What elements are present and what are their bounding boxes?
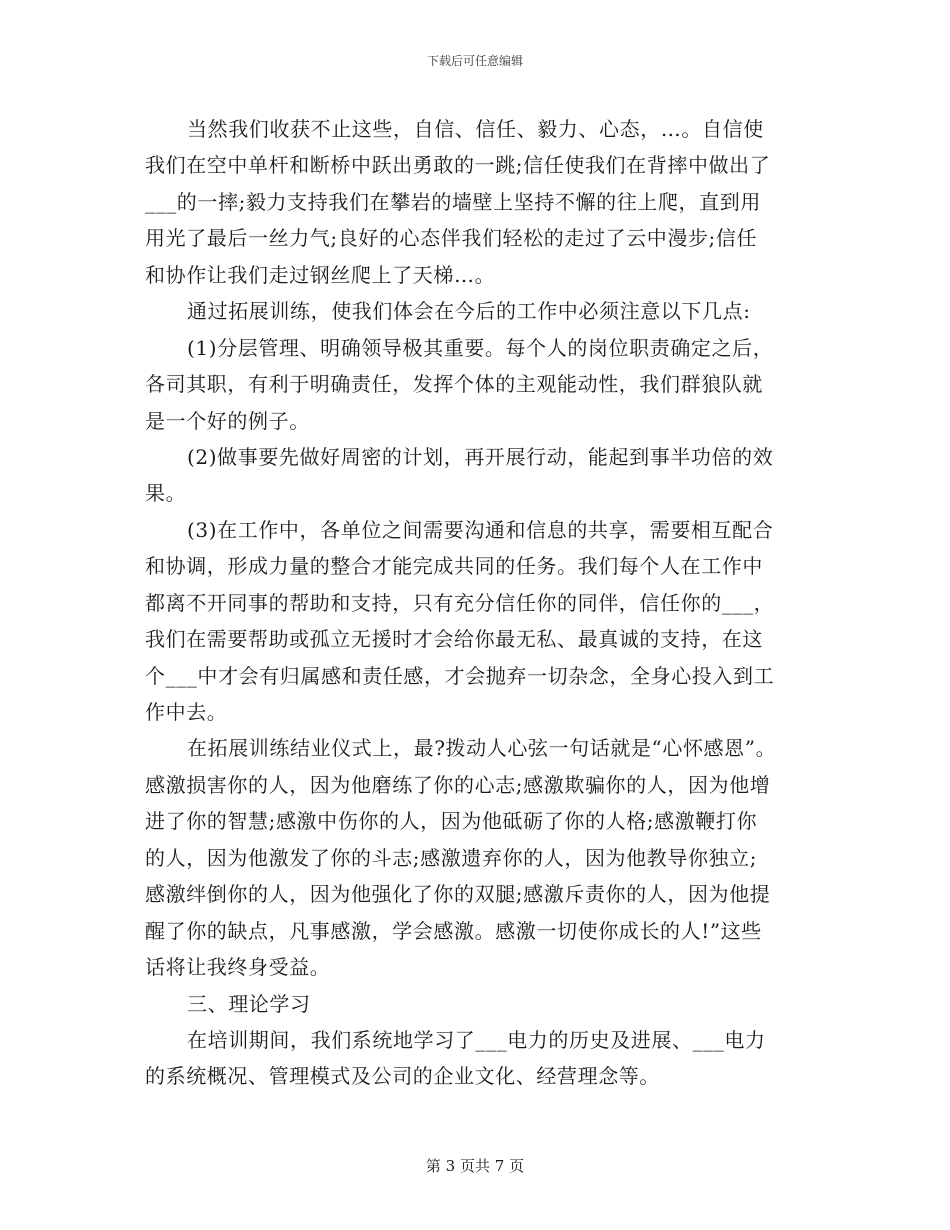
paragraph-line: (3)在工作中，各单位之间需要沟通和信息的共享，需要相互配合 (187, 517, 774, 542)
paragraph-line: 的系统概况、管理模式及公司的企业文化、经营理念等。 (145, 1064, 660, 1089)
paragraph-line: 我们在空中单杆和断桥中跃出勇敢的一跳;信任使我们在背摔中做出了 (145, 153, 771, 178)
paragraph-line: 用光了最后一丝力气;良好的心态伴我们轻松的走过了云中漫步;信任 (145, 226, 758, 251)
section-heading: 三、理论学习 (187, 991, 311, 1016)
paragraph-line: (1)分层管理、明确领导极其重要。每个人的岗位职责确定之后， (187, 335, 774, 360)
paragraph-line: 通过拓展训练，使我们体会在今后的工作中必须注意以下几点: (187, 299, 751, 324)
paragraph-line: 当然我们收获不止这些，自信、信任、毅力、心态，…。自信使 (187, 117, 764, 141)
paragraph-line: 和协作让我们走过钢丝爬上了天梯…。 (145, 262, 496, 287)
paragraph-line: 感激绊倒你的人，因为他强化了你的双腿;感激斥责你的人，因为他提 (145, 882, 771, 907)
paragraph-line: ___的一摔;毅力支持我们在攀岩的墙壁上坚持不懈的往上爬，直到用 (145, 189, 761, 214)
paragraph-line: 在培训期间，我们系统地学习了___电力的历史及进展、___电力 (187, 1027, 766, 1052)
paragraph-line: 我们在需要帮助或孤立无援时才会给你最无私、最真诚的支持，在这 (145, 627, 763, 652)
paragraph-line: 都离不开同事的帮助和支持，只有充分信任你的同伴，信任你的___， (145, 590, 775, 615)
page-number: 第 3 页共 7 页 (425, 1157, 525, 1175)
paragraph-line: 醒了你的缺点，凡事感激，学会感激。感激一切使你成长的人!”这些 (145, 918, 762, 943)
paragraph-line: 进了你的智慧;感激中伤你的人，因为他砥砺了你的人格;感激鞭打你 (145, 809, 758, 834)
paragraph-line: 各司其职，有利于明确责任，发挥个体的主观能动性，我们群狼队就 (145, 372, 763, 397)
paragraph-line: 果。 (145, 481, 187, 506)
paragraph-line: (2)做事要先做好周密的计划，再开展行动，能起到事半功倍的效 (187, 444, 774, 469)
paragraph-line: 话将让我终身受益。 (145, 955, 331, 980)
document-body (145, 111, 805, 1095)
paragraph-line: 作中去。 (145, 700, 228, 724)
paragraph-line: 是一个好的例子。 (145, 408, 310, 433)
page-header: 下载后可任意编辑 (426, 54, 523, 68)
paragraph-line: 和协调，形成力量的整合才能完成共同的任务。我们每个人在工作中 (145, 554, 763, 579)
paragraph-line: 的人，因为他激发了你的斗志;感激遗弃你的人，因为他教导你独立; (145, 845, 758, 870)
paragraph-line: 在拓展训练结业仪式上，最?拨动人心弦一句话就是“心怀感恩”。 (187, 736, 777, 761)
paragraph-line: 个___中才会有归属感和责任感，才会抛弃一切杂念，全身心投入到工 (145, 663, 775, 688)
paragraph-line: 感激损害你的人，因为他磨练了你的心志;感激欺骗你的人，因为他增 (145, 772, 771, 797)
